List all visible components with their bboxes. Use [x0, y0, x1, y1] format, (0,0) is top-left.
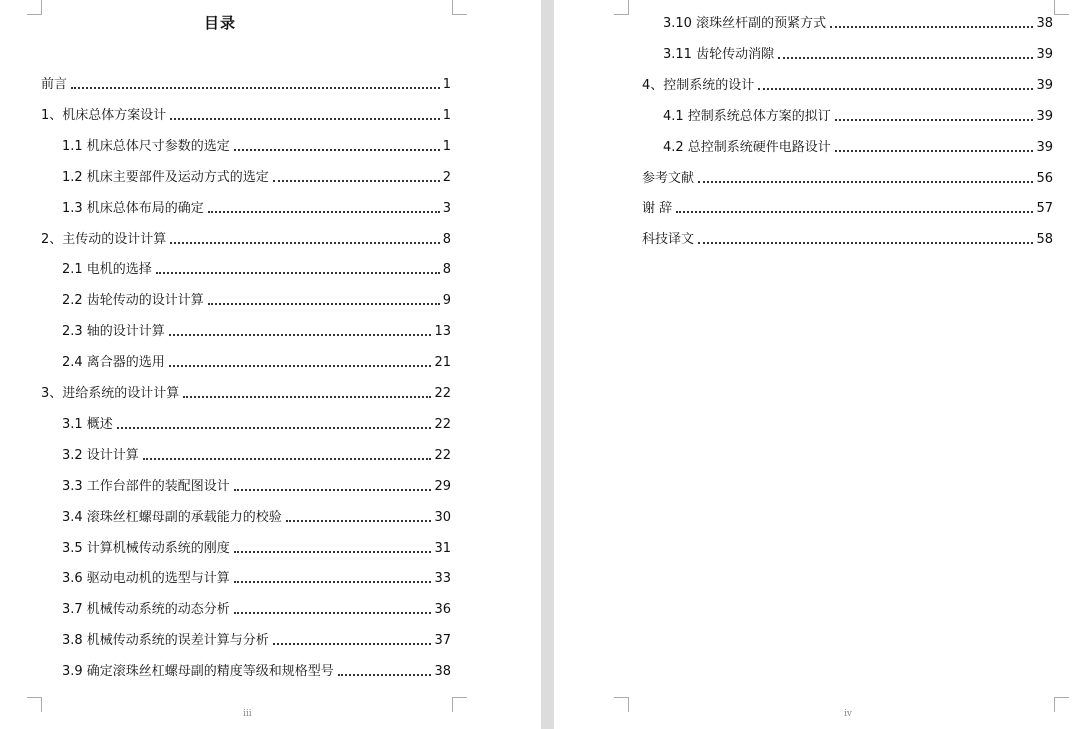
- toc-entry-title: 2.3 轴的设计计算: [62, 324, 165, 340]
- toc-entry[interactable]: [663, 15, 1053, 33]
- toc-entry-page: 38: [434, 664, 451, 680]
- toc-leader-dots: [170, 242, 439, 244]
- toc-entry-title: 3.9 确定滚珠丝杠螺母副的精度等级和规格型号: [62, 664, 334, 680]
- toc-entry-title: 前言: [41, 77, 68, 92]
- toc-entry[interactable]: [663, 108, 1053, 126]
- toc-entry[interactable]: [62, 261, 451, 279]
- toc-leader-dots: [169, 365, 432, 367]
- toc-leader-dots: [830, 26, 1033, 28]
- toc-entry-page: 39: [1036, 46, 1053, 62]
- toc-leader-dots: [835, 150, 1034, 152]
- toc-leader-dots: [170, 118, 439, 120]
- toc-entry-title: 3.3 工作台部件的装配图设计: [62, 478, 230, 494]
- toc-leader-dots: [273, 643, 432, 645]
- toc-entry-title: 1.3 机床总体布局的确定: [62, 200, 204, 216]
- toc-entry[interactable]: [642, 77, 1053, 95]
- toc-entry[interactable]: [663, 46, 1053, 64]
- toc-entry[interactable]: [62, 540, 451, 558]
- toc-entry-title: 3.4 滚珠丝杠螺母副的承载能力的校验: [62, 509, 282, 525]
- toc-entry-title: 科技译文: [642, 232, 695, 248]
- toc-entry-page: 31: [434, 540, 451, 556]
- page-number: iv: [844, 709, 852, 719]
- toc-entry-page: 29: [434, 478, 451, 494]
- crop-mark: [614, 0, 629, 15]
- toc-entry[interactable]: [62, 200, 451, 218]
- toc-leader-dots: [71, 87, 440, 89]
- toc-entry-title: 3.7 机械传动系统的动态分析: [62, 602, 230, 618]
- toc-entry-title: 参考文献: [642, 170, 695, 186]
- toc-entry-page: 30: [434, 509, 451, 525]
- document-page-right: [554, 0, 1086, 729]
- toc-entry-page: 22: [434, 416, 451, 432]
- toc-entry[interactable]: [62, 416, 451, 434]
- toc-entry[interactable]: [62, 447, 451, 465]
- page-number: iii: [243, 709, 252, 719]
- crop-mark: [27, 697, 42, 712]
- toc-leader-dots: [758, 88, 1033, 90]
- toc-leader-dots: [208, 211, 440, 213]
- toc-entry-title: 4、控制系统的设计: [642, 77, 755, 93]
- toc-entry[interactable]: [62, 138, 451, 156]
- toc-leader-dots: [835, 119, 1034, 121]
- toc-entry-title: 3.1 概述: [62, 416, 113, 432]
- toc-entry[interactable]: [663, 139, 1053, 157]
- toc-entry-title: 1.1 机床总体尺寸参数的选定: [62, 138, 230, 154]
- toc-entry-title: 3.11 齿轮传动消隙: [663, 46, 775, 62]
- toc-leader-dots: [286, 520, 432, 522]
- toc-entry-title: 2.1 电机的选择: [62, 262, 152, 278]
- toc-entry-page: 1: [442, 138, 451, 154]
- toc-entry[interactable]: [62, 354, 451, 372]
- toc-entry-page: 39: [1036, 108, 1053, 124]
- toc-entry-title: 1、机床总体方案设计: [41, 107, 167, 123]
- toc-entry-page: 38: [1036, 16, 1053, 31]
- toc-entry-page: 57: [1036, 201, 1053, 217]
- toc-entry-page: 2: [442, 169, 451, 185]
- toc-entry-page: 8: [442, 262, 451, 278]
- toc-entry-title: 4.1 控制系统总体方案的拟订: [663, 108, 831, 124]
- toc-entry-title: 3.8 机械传动系统的误差计算与分析: [62, 633, 269, 649]
- toc-entry-page: 3: [442, 200, 451, 216]
- toc-leader-dots: [234, 149, 440, 151]
- toc-leader-dots: [234, 551, 432, 553]
- toc-entry[interactable]: [41, 107, 451, 125]
- toc-entry[interactable]: [41, 76, 451, 94]
- document-page-left: [0, 0, 541, 729]
- toc-entry[interactable]: [642, 170, 1053, 188]
- toc-entry[interactable]: [62, 509, 451, 527]
- toc-entry[interactable]: [62, 292, 451, 310]
- toc-leader-dots: [698, 242, 1033, 244]
- toc-entry-page: 36: [434, 602, 451, 618]
- toc-leader-dots: [234, 581, 432, 583]
- toc-entry-title: 2、主传动的设计计算: [41, 231, 167, 247]
- toc-entry[interactable]: [62, 601, 451, 619]
- crop-mark: [1054, 0, 1069, 15]
- toc-entry-title: 1.2 机床主要部件及运动方式的选定: [62, 169, 269, 185]
- toc-leader-dots: [183, 396, 431, 398]
- toc-entry-page: 1: [442, 107, 451, 123]
- toc-entry-title: 3.10 滚珠丝杆副的预紧方式: [663, 16, 827, 31]
- toc-entry-page: 39: [1036, 77, 1053, 93]
- toc-entry-page: 37: [434, 633, 451, 649]
- toc-entry-title: 2.4 离合器的选用: [62, 355, 165, 371]
- toc-leader-dots: [778, 57, 1033, 59]
- toc-entry[interactable]: [41, 385, 451, 403]
- toc-leader-dots: [169, 334, 432, 336]
- toc-entry[interactable]: [642, 231, 1053, 249]
- toc-entry-title: 谢 辞: [642, 201, 673, 217]
- toc-entry[interactable]: [62, 663, 451, 681]
- toc-leader-dots: [273, 180, 440, 182]
- toc-leader-dots: [234, 612, 432, 614]
- toc-entry-page: 1: [442, 77, 451, 92]
- toc-leader-dots: [143, 458, 432, 460]
- toc-entry[interactable]: [62, 323, 451, 341]
- toc-leader-dots: [208, 303, 440, 305]
- toc-entry[interactable]: [41, 231, 451, 249]
- toc-entry[interactable]: [642, 200, 1053, 218]
- toc-entry-page: 33: [434, 571, 451, 587]
- toc-title: 目录: [203, 14, 236, 32]
- toc-entry[interactable]: [62, 478, 451, 496]
- toc-entry-title: 2.2 齿轮传动的设计计算: [62, 293, 204, 309]
- toc-entry-page: 56: [1036, 170, 1053, 186]
- toc-leader-dots: [676, 211, 1033, 213]
- toc-entry[interactable]: [62, 570, 451, 588]
- toc-entry-page: 58: [1036, 232, 1053, 248]
- toc-entry[interactable]: [62, 632, 451, 650]
- toc-entry-page: 9: [442, 293, 451, 309]
- toc-entry-page: 22: [434, 386, 451, 401]
- toc-entry-page: 39: [1036, 139, 1053, 155]
- toc-leader-dots: [698, 181, 1033, 183]
- crop-mark: [614, 697, 629, 712]
- toc-entry-page: 21: [434, 355, 451, 371]
- toc-entry-page: 22: [434, 447, 451, 463]
- toc-entry-title: 3.5 计算机械传动系统的刚度: [62, 540, 230, 556]
- toc-leader-dots: [117, 427, 432, 429]
- toc-leader-dots: [234, 489, 432, 491]
- toc-entry[interactable]: [62, 169, 451, 187]
- toc-leader-dots: [156, 272, 440, 274]
- crop-mark: [452, 0, 467, 15]
- toc-entry-title: 3.2 设计计算: [62, 447, 139, 463]
- toc-leader-dots: [338, 674, 432, 676]
- toc-entry-title: 4.2 总控制系统硬件电路设计: [663, 139, 831, 155]
- toc-entry-page: 8: [442, 231, 451, 247]
- crop-mark: [452, 697, 467, 712]
- toc-entry-page: 13: [434, 324, 451, 340]
- toc-entry-title: 3.6 驱动电动机的选型与计算: [62, 571, 230, 587]
- toc-entry-title: 3、进给系统的设计计算: [41, 386, 180, 401]
- crop-mark: [1054, 697, 1069, 712]
